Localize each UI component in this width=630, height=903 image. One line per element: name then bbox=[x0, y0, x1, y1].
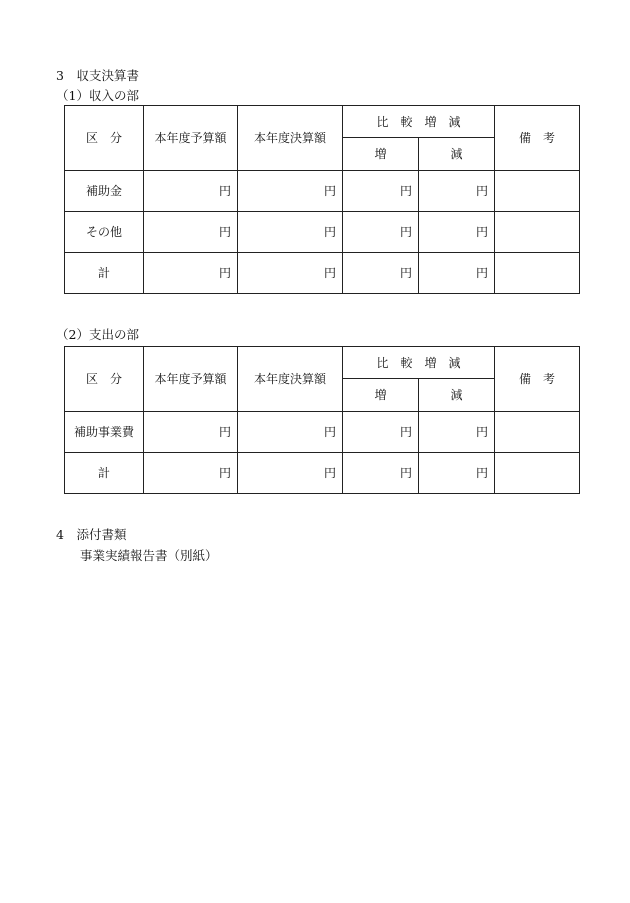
row-label: 計 bbox=[65, 453, 144, 494]
header-increase: 増 bbox=[343, 138, 419, 171]
expense-table bbox=[64, 346, 580, 494]
attachment-item: 事業実績報告書（別紙） bbox=[80, 548, 218, 563]
increase-cell: 円 bbox=[343, 253, 419, 294]
header-category: 区 分 bbox=[65, 347, 144, 412]
remarks-cell bbox=[495, 212, 580, 253]
settlement-cell: 円 bbox=[238, 453, 343, 494]
section3-heading: 3 収支決算書 bbox=[56, 68, 139, 83]
settlement-cell: 円 bbox=[238, 171, 343, 212]
increase-cell: 円 bbox=[343, 453, 419, 494]
income-heading: （1）収入の部 bbox=[56, 88, 139, 103]
header-category: 区 分 bbox=[65, 106, 144, 171]
budget-cell: 円 bbox=[144, 171, 238, 212]
decrease-cell: 円 bbox=[419, 412, 495, 453]
decrease-cell: 円 bbox=[419, 453, 495, 494]
increase-cell: 円 bbox=[343, 412, 419, 453]
budget-cell: 円 bbox=[144, 212, 238, 253]
settlement-cell: 円 bbox=[238, 412, 343, 453]
header-comparison: 比 較 増 減 bbox=[343, 106, 495, 138]
row-label: 補助事業費 bbox=[65, 412, 144, 453]
table-row bbox=[65, 171, 580, 212]
settlement-cell: 円 bbox=[238, 212, 343, 253]
header-settlement: 本年度決算額 bbox=[238, 106, 343, 171]
section4-heading: 4 添付書類 bbox=[56, 527, 127, 542]
header-remarks: 備 考 bbox=[495, 106, 580, 171]
remarks-cell bbox=[495, 412, 580, 453]
header-settlement: 本年度決算額 bbox=[238, 347, 343, 412]
decrease-cell: 円 bbox=[419, 253, 495, 294]
increase-cell: 円 bbox=[343, 212, 419, 253]
header-remarks: 備 考 bbox=[495, 347, 580, 412]
increase-cell: 円 bbox=[343, 171, 419, 212]
header-comparison: 比 較 増 減 bbox=[343, 347, 495, 379]
header-decrease: 減 bbox=[419, 379, 495, 412]
header-increase: 増 bbox=[343, 379, 419, 412]
table-row bbox=[65, 212, 580, 253]
header-budget: 本年度予算額 bbox=[144, 347, 238, 412]
settlement-cell: 円 bbox=[238, 253, 343, 294]
table-row-total bbox=[65, 253, 580, 294]
header-budget: 本年度予算額 bbox=[144, 106, 238, 171]
table-row bbox=[65, 412, 580, 453]
remarks-cell bbox=[495, 253, 580, 294]
remarks-cell bbox=[495, 453, 580, 494]
budget-cell: 円 bbox=[144, 412, 238, 453]
expense-heading: （2）支出の部 bbox=[56, 327, 139, 342]
header-decrease: 減 bbox=[419, 138, 495, 171]
row-label: 計 bbox=[65, 253, 144, 294]
budget-cell: 円 bbox=[144, 253, 238, 294]
income-table bbox=[64, 105, 580, 294]
decrease-cell: 円 bbox=[419, 212, 495, 253]
remarks-cell bbox=[495, 171, 580, 212]
table-row-total bbox=[65, 453, 580, 494]
decrease-cell: 円 bbox=[419, 171, 495, 212]
budget-cell: 円 bbox=[144, 453, 238, 494]
row-label: 補助金 bbox=[65, 171, 144, 212]
row-label: その他 bbox=[65, 212, 144, 253]
